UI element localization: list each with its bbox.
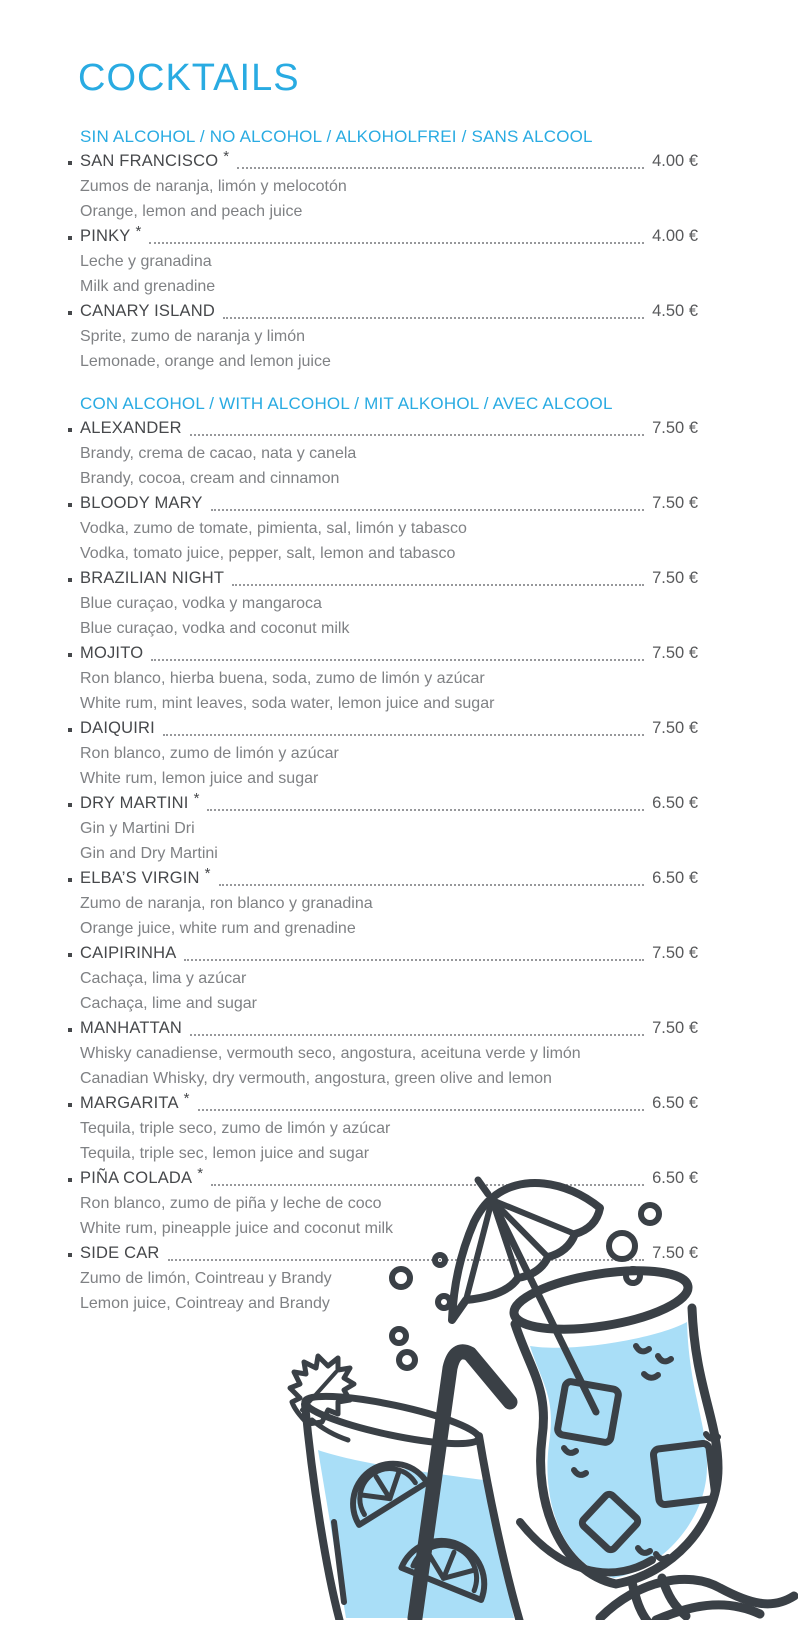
menu-item-row — [68, 1166, 698, 1191]
section-heading: SIN ALCOHOL / NO ALCOHOL / ALKOHOLFREI / SANS ALCOOL — [80, 127, 593, 146]
menu-item — [68, 416, 698, 491]
item-price: 7.50 € — [652, 719, 698, 737]
menu-section — [68, 124, 698, 374]
bullet-icon — [68, 803, 72, 807]
menu-item — [68, 1016, 698, 1091]
section-heading: CON ALCOHOL / WITH ALCOHOL / MIT ALKOHOL / AVEC ALCOOL — [80, 394, 613, 413]
item-description-es: Zumos de naranja, limón y melocotón — [80, 178, 347, 195]
item-name: ALEXANDER — [80, 419, 182, 437]
bullet-icon — [68, 503, 72, 507]
menu-item — [68, 149, 698, 224]
item-description-es: Zumo de limón, Cointreau y Brandy — [80, 1270, 332, 1287]
menu-page — [68, 56, 698, 1316]
item-description-en: Orange, lemon and peach juice — [80, 203, 303, 220]
dotted-leader — [211, 1184, 644, 1186]
bullet-icon — [68, 1178, 72, 1182]
bullet-icon — [68, 1103, 72, 1107]
mint-leaf — [290, 1356, 354, 1440]
dotted-leader — [207, 809, 644, 811]
glass-bowl-outline — [515, 1308, 718, 1584]
item-description-es: Whisky canadiense, vermouth seco, angostura, aceituna verde y limón — [80, 1045, 581, 1062]
item-price: 7.50 € — [652, 494, 698, 512]
item-description-en: Lemon juice, Cointreay and Brandy — [80, 1295, 330, 1312]
item-name: ELBA’S VIRGIN — [80, 869, 200, 887]
item-description-en: Brandy, cocoa, cream and cinnamon — [80, 470, 340, 487]
bullet-icon — [68, 311, 72, 315]
item-name: MARGARITA — [80, 1094, 179, 1112]
dotted-leader — [149, 242, 644, 244]
menu-item-row — [68, 149, 698, 174]
item-description-en: Orange juice, white rum and grenadine — [80, 920, 356, 937]
bullet-icon — [68, 953, 72, 957]
ice-cubes — [557, 1381, 715, 1552]
menu-item — [68, 1241, 698, 1316]
item-price: 7.50 € — [652, 1019, 698, 1037]
item-name: MOJITO — [80, 644, 144, 662]
bullet-icon — [68, 428, 72, 432]
menu-item — [68, 941, 698, 1016]
item-description-es: Leche y granadina — [80, 253, 212, 270]
item-price: 4.00 € — [652, 227, 698, 245]
drink-squiggles — [564, 1346, 718, 1559]
bullet-icon — [68, 1028, 72, 1032]
item-name: PIÑA COLADA — [80, 1169, 193, 1187]
item-description-en: Milk and grenadine — [80, 278, 216, 295]
item-description-en: Blue curaçao, vodka and coconut milk — [80, 620, 350, 637]
item-description-en: Cachaça, lime and sugar — [80, 995, 257, 1012]
item-price: 6.50 € — [652, 1169, 698, 1187]
menu-item — [68, 866, 698, 941]
straw — [415, 1352, 510, 1618]
menu-sections — [68, 124, 698, 1316]
item-description-es: Zumo de naranja, ron blanco y granadina — [80, 895, 373, 912]
item-description-en: Gin and Dry Martini — [80, 845, 218, 862]
menu-item-row — [68, 641, 698, 666]
menu-section — [68, 391, 698, 1316]
menu-item — [68, 791, 698, 866]
item-description-es: Ron blanco, zumo de limón y azúcar — [80, 745, 339, 762]
bullet-icon — [68, 728, 72, 732]
item-description-en: Lemonade, orange and lemon juice — [80, 353, 331, 370]
dotted-leader — [190, 434, 644, 436]
item-description-en: White rum, pineapple juice and coconut milk — [80, 1220, 394, 1237]
asterisk-mark: * — [135, 223, 142, 240]
item-description-es: Sprite, zumo de naranja y limón — [80, 328, 305, 345]
dotted-leader — [211, 509, 644, 511]
glass-highlight — [334, 1522, 344, 1602]
menu-item — [68, 1166, 698, 1241]
item-description-es: Ron blanco, hierba buena, soda, zumo de limón y azúcar — [80, 670, 485, 687]
dotted-leader — [168, 1259, 645, 1261]
menu-item-row — [68, 716, 698, 741]
dotted-leader — [219, 884, 645, 886]
dotted-leader — [232, 584, 644, 586]
glass-stem-foot — [600, 1578, 794, 1620]
item-name: BLOODY MARY — [80, 494, 203, 512]
item-description-es: Tequila, triple seco, zumo de limón y azúcar — [80, 1120, 391, 1137]
item-description-es: Brandy, crema de cacao, nata y canela — [80, 445, 357, 462]
menu-item-row — [68, 491, 698, 516]
bullet-icon — [68, 236, 72, 240]
menu-item-row — [68, 416, 698, 441]
menu-item-row — [68, 224, 698, 249]
bullet-icon — [68, 653, 72, 657]
item-price: 4.00 € — [652, 152, 698, 170]
item-price: 6.50 € — [652, 869, 698, 887]
asterisk-mark: * — [193, 790, 200, 807]
item-description-en: White rum, lemon juice and sugar — [80, 770, 319, 787]
section-items — [68, 416, 698, 1316]
asterisk-mark: * — [204, 865, 211, 882]
item-name: DAIQUIRI — [80, 719, 155, 737]
menu-item — [68, 299, 698, 374]
drink-fill-left — [318, 1450, 514, 1618]
menu-item — [68, 566, 698, 641]
menu-item-row — [68, 866, 698, 891]
item-price: 4.50 € — [652, 302, 698, 320]
dotted-leader — [184, 959, 644, 961]
asterisk-mark: * — [183, 1090, 190, 1107]
item-description-es: Ron blanco, zumo de piña y leche de coco — [80, 1195, 382, 1212]
dotted-leader — [198, 1109, 645, 1111]
item-description-en: Vodka, tomato juice, pepper, salt, lemon and tabasco — [80, 545, 456, 562]
item-name: CAIPIRINHA — [80, 944, 177, 962]
section-items — [68, 149, 698, 374]
dotted-leader — [223, 317, 644, 319]
item-name: SIDE CAR — [80, 1244, 160, 1262]
menu-item-row — [68, 791, 698, 816]
item-description-es: Vodka, zumo de tomate, pimienta, sal, limón y tabasco — [80, 520, 467, 537]
item-name: BRAZILIAN NIGHT — [80, 569, 225, 587]
dotted-leader — [151, 659, 644, 661]
asterisk-mark: * — [197, 1165, 204, 1182]
dotted-leader — [190, 1034, 644, 1036]
item-price: 6.50 € — [652, 794, 698, 812]
bullet-icon — [68, 1253, 72, 1257]
item-description-en: Canadian Whisky, dry vermouth, angostura, green olive and lemon — [80, 1070, 552, 1087]
dotted-leader — [163, 734, 644, 736]
item-name: CANARY ISLAND — [80, 302, 215, 320]
menu-item — [68, 224, 698, 299]
item-name: SAN FRANCISCO — [80, 152, 219, 170]
glass-walls — [305, 1404, 520, 1620]
glass-rim-left — [302, 1387, 482, 1453]
item-description-es: Blue curaçao, vodka y mangaroca — [80, 595, 322, 612]
item-price: 7.50 € — [652, 419, 698, 437]
menu-item — [68, 641, 698, 716]
menu-item-row — [68, 1241, 698, 1266]
item-description-es: Cachaça, lima y azúcar — [80, 970, 247, 987]
bullet-icon — [68, 878, 72, 882]
lemon-wedge-2 — [401, 1528, 497, 1600]
bullet-icon — [68, 161, 72, 165]
menu-item — [68, 491, 698, 566]
bullet-icon — [68, 578, 72, 582]
item-price: 7.50 € — [652, 1244, 698, 1262]
menu-item-row — [68, 566, 698, 591]
item-name: DRY MARTINI — [80, 794, 189, 812]
glass-inner-bottom-line — [520, 1522, 652, 1572]
lemon-wedge-1 — [338, 1449, 427, 1525]
page-title: COCKTAILS — [78, 57, 300, 99]
menu-item — [68, 716, 698, 791]
item-price: 7.50 € — [652, 644, 698, 662]
item-price: 7.50 € — [652, 569, 698, 587]
item-price: 6.50 € — [652, 1094, 698, 1112]
item-name: MANHATTAN — [80, 1019, 183, 1037]
item-price: 7.50 € — [652, 944, 698, 962]
menu-item-row — [68, 941, 698, 966]
dotted-leader — [237, 167, 644, 169]
tall-glass — [290, 1352, 520, 1620]
item-description-en: Tequila, triple sec, lemon juice and sugar — [80, 1145, 370, 1162]
menu-item-row — [68, 1016, 698, 1041]
item-description-en: White rum, mint leaves, soda water, lemon juice and sugar — [80, 695, 495, 712]
menu-item-row — [68, 1091, 698, 1116]
drink-fill — [530, 1322, 707, 1578]
asterisk-mark: * — [223, 148, 230, 165]
menu-item — [68, 1091, 698, 1166]
menu-item-row — [68, 299, 698, 324]
item-description-es: Gin y Martini Dri — [80, 820, 195, 837]
item-name: PINKY — [80, 227, 131, 245]
